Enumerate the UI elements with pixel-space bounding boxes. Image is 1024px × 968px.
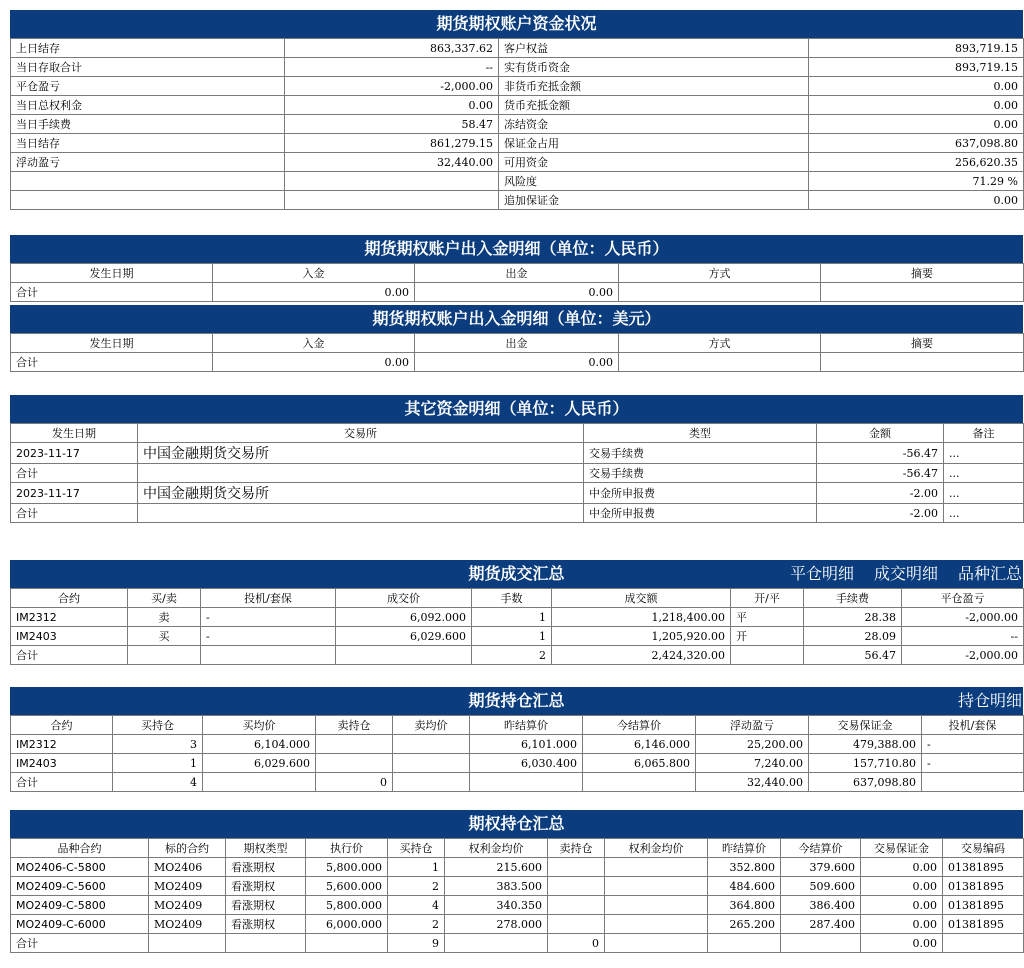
- col-header: 今结算价: [583, 716, 696, 735]
- table-cell: 上日结存: [11, 39, 285, 58]
- table-cell: 278.000: [445, 915, 548, 934]
- table-cell: 浮动盈亏: [11, 153, 285, 172]
- col-header: 平仓盈亏: [902, 589, 1024, 608]
- account-status-section: [10, 10, 1023, 210]
- table-row: [11, 58, 1024, 77]
- table-cell: 5,800.000: [306, 858, 388, 877]
- usd-flow-title: 期货期权账户出入金明细（单位：美元）: [10, 305, 1023, 333]
- table-cell: 1: [472, 627, 552, 646]
- table-cell: 2: [388, 915, 445, 934]
- table-row: [11, 134, 1024, 153]
- table-row: [11, 754, 1024, 773]
- table-cell: 157,710.80: [809, 754, 922, 773]
- table-cell: 383.500: [445, 877, 548, 896]
- table-cell: 0.00: [809, 191, 1024, 210]
- table-cell: -: [922, 735, 1024, 754]
- col-header: 交易所: [138, 424, 584, 443]
- table-cell: [548, 896, 605, 915]
- options-table: [10, 838, 1024, 953]
- table-cell: 6,029.600: [203, 754, 316, 773]
- table-cell: 0.00: [861, 915, 943, 934]
- table-cell: 861,279.15: [285, 134, 499, 153]
- total-label: 合计: [11, 283, 213, 302]
- table-cell: 1: [472, 608, 552, 627]
- table-cell: 冻结资金: [499, 115, 809, 134]
- col-header: 方式: [619, 334, 821, 353]
- col-header: 成交价: [336, 589, 472, 608]
- col-header: 出金: [415, 334, 619, 353]
- table-cell: 当日结存: [11, 134, 285, 153]
- table-cell: 2: [388, 877, 445, 896]
- table-row: [11, 608, 1024, 627]
- table-cell: IM2403: [11, 754, 113, 773]
- table-cell: 0.00: [809, 115, 1024, 134]
- table-cell: 实有货币资金: [499, 58, 809, 77]
- table-cell: [306, 934, 388, 953]
- table-cell: 3: [113, 735, 203, 754]
- table-cell: ...: [944, 483, 1024, 504]
- table-cell: 0.00: [861, 896, 943, 915]
- table-cell: 1: [113, 754, 203, 773]
- table-cell: [149, 934, 226, 953]
- table-cell: 0.00: [861, 858, 943, 877]
- withdraw-total: 0.00: [415, 283, 619, 302]
- table-cell: [285, 191, 499, 210]
- col-header: 出金: [415, 264, 619, 283]
- table-cell: [548, 915, 605, 934]
- table-row: [11, 646, 1024, 665]
- table-cell: [11, 172, 285, 191]
- table-cell: [285, 172, 499, 191]
- account-status-title: 期货期权账户资金状况: [10, 10, 1023, 38]
- table-cell: 合计: [11, 504, 138, 523]
- table-cell: [201, 646, 336, 665]
- table-cell: 01381895: [943, 896, 1024, 915]
- table-cell: [470, 773, 583, 792]
- table-cell: 交易手续费: [584, 464, 817, 483]
- col-header: 合约: [11, 589, 128, 608]
- positions-title-bar: [10, 687, 1023, 715]
- table-cell: 合计: [11, 464, 138, 483]
- table-cell: -: [922, 754, 1024, 773]
- table-cell: 0.00: [809, 77, 1024, 96]
- col-header: 期权类型: [226, 839, 306, 858]
- table-cell: -2,000.00: [902, 608, 1024, 627]
- other-funds-section: [10, 395, 1023, 523]
- trades-title-bar: [10, 560, 1023, 588]
- table-cell: 1,218,400.00: [552, 608, 731, 627]
- col-header: 权利金均价: [605, 839, 708, 858]
- table-cell: 863,337.62: [285, 39, 499, 58]
- col-header: 买持仓: [113, 716, 203, 735]
- table-cell: 卖: [128, 608, 201, 627]
- table-cell: [128, 646, 201, 665]
- table-cell: IM2312: [11, 608, 128, 627]
- table-cell: MO2406-C-5800: [11, 858, 149, 877]
- table-cell: MO2409-C-5800: [11, 896, 149, 915]
- table-cell: 58.47: [285, 115, 499, 134]
- col-header: 买持仓: [388, 839, 445, 858]
- table-cell: [316, 754, 393, 773]
- col-header: 卖均价: [393, 716, 470, 735]
- table-cell: 32,440.00: [285, 153, 499, 172]
- usd-flow-table: [10, 333, 1024, 372]
- table-cell: 可用资金: [499, 153, 809, 172]
- col-header: 今结算价: [781, 839, 861, 858]
- table-cell: 352.800: [708, 858, 781, 877]
- table-cell: 0.00: [809, 96, 1024, 115]
- table-cell: 01381895: [943, 915, 1024, 934]
- table-cell: 中金所申报费: [584, 483, 817, 504]
- table-cell: [393, 754, 470, 773]
- table-cell: MO2409: [149, 877, 226, 896]
- table-row: [11, 115, 1024, 134]
- table-row: [11, 283, 1024, 302]
- table-cell: 893,719.15: [809, 58, 1024, 77]
- table-row: [11, 464, 1024, 483]
- table-cell: 01381895: [943, 877, 1024, 896]
- cny-flow-title: 期货期权账户出入金明细（单位：人民币）: [10, 235, 1023, 263]
- table-cell: -2.00: [817, 504, 944, 523]
- col-header: 标的合约: [149, 839, 226, 858]
- table-cell: IM2403: [11, 627, 128, 646]
- table-cell: 中金所申报费: [584, 504, 817, 523]
- table-cell: 风险度: [499, 172, 809, 191]
- table-cell: 看涨期权: [226, 896, 306, 915]
- table-row: [11, 153, 1024, 172]
- options-section: [10, 810, 1023, 953]
- table-cell: [922, 773, 1024, 792]
- col-header: 卖持仓: [316, 716, 393, 735]
- table-cell: 6,029.600: [336, 627, 472, 646]
- table-cell: 客户权益: [499, 39, 809, 58]
- table-cell: 当日总权利金: [11, 96, 285, 115]
- table-cell: 287.400: [781, 915, 861, 934]
- summary-cell: [821, 283, 1024, 302]
- table-cell: [316, 735, 393, 754]
- trades-section: [10, 560, 1023, 665]
- table-row: [11, 877, 1024, 896]
- col-header: 权利金均价: [445, 839, 548, 858]
- table-cell: 28.09: [804, 627, 902, 646]
- table-cell: [731, 646, 804, 665]
- table-cell: 364.800: [708, 896, 781, 915]
- table-cell: [548, 877, 605, 896]
- table-cell: 893,719.15: [809, 39, 1024, 58]
- table-cell: 6,146.000: [583, 735, 696, 754]
- table-cell: 开: [731, 627, 804, 646]
- table-cell: [393, 773, 470, 792]
- position-detail-link[interactable]: 持仓明细: [957, 691, 1022, 710]
- col-header: 摘要: [821, 264, 1024, 283]
- table-row: [11, 39, 1024, 58]
- table-row: [11, 858, 1024, 877]
- table-cell: IM2312: [11, 735, 113, 754]
- table-cell: 7,240.00: [696, 754, 809, 773]
- table-cell: 交易手续费: [584, 443, 817, 464]
- table-row: [11, 191, 1024, 210]
- total-label: 合计: [11, 353, 213, 372]
- table-cell: 0.00: [861, 877, 943, 896]
- cny-flow-section: [10, 235, 1023, 302]
- table-cell: ...: [944, 504, 1024, 523]
- table-cell: -56.47: [817, 443, 944, 464]
- col-header: 卖持仓: [548, 839, 605, 858]
- trade-detail-link[interactable]: 成交明细: [873, 564, 938, 583]
- deposit-total: 0.00: [213, 283, 415, 302]
- table-cell: 看涨期权: [226, 877, 306, 896]
- table-row: [11, 77, 1024, 96]
- table-cell: 平仓盈亏: [11, 77, 285, 96]
- col-header: 发生日期: [11, 424, 138, 443]
- table-row: [11, 172, 1024, 191]
- table-cell: 0: [316, 773, 393, 792]
- table-cell: 平: [731, 608, 804, 627]
- table-cell: [605, 896, 708, 915]
- positions-section: [10, 687, 1023, 792]
- table-cell: [393, 735, 470, 754]
- cny-flow-table: [10, 263, 1024, 302]
- table-cell: [138, 504, 584, 523]
- table-cell: [445, 934, 548, 953]
- table-cell: [548, 858, 605, 877]
- table-cell: MO2409: [149, 896, 226, 915]
- table-cell: 637,098.80: [809, 134, 1024, 153]
- table-cell: 5,600.000: [306, 877, 388, 896]
- col-header: 摘要: [821, 334, 1024, 353]
- table-cell: --: [902, 627, 1024, 646]
- col-header: 执行价: [306, 839, 388, 858]
- table-row: [11, 915, 1024, 934]
- table-cell: [226, 934, 306, 953]
- table-row: [11, 504, 1024, 523]
- table-cell: 6,030.400: [470, 754, 583, 773]
- col-header: 品种合约: [11, 839, 149, 858]
- table-cell: 4: [113, 773, 203, 792]
- table-cell: 6,104.000: [203, 735, 316, 754]
- col-header: 方式: [619, 264, 821, 283]
- table-cell: 非货币充抵金额: [499, 77, 809, 96]
- table-cell: 6,000.000: [306, 915, 388, 934]
- table-cell: [605, 915, 708, 934]
- table-cell: [605, 934, 708, 953]
- table-cell: 当日手续费: [11, 115, 285, 134]
- table-cell: -2,000.00: [285, 77, 499, 96]
- positions-title: 期货持仓汇总: [468, 691, 565, 710]
- col-header: 开/平: [731, 589, 804, 608]
- table-cell: MO2406: [149, 858, 226, 877]
- table-cell: 479,388.00: [809, 735, 922, 754]
- table-cell: 0.00: [861, 934, 943, 953]
- table-cell: 2,424,320.00: [552, 646, 731, 665]
- table-cell: 01381895: [943, 858, 1024, 877]
- product-summary-link[interactable]: 品种汇总: [957, 564, 1022, 583]
- col-header: 类型: [584, 424, 817, 443]
- account-status-table: [10, 38, 1024, 210]
- table-cell: -: [201, 627, 336, 646]
- withdraw-total: 0.00: [415, 353, 619, 372]
- table-cell: 71.29 %: [809, 172, 1024, 191]
- table-row: [11, 735, 1024, 754]
- table-cell: 中国金融期货交易所: [138, 443, 584, 464]
- method-cell: [619, 353, 821, 372]
- table-cell: 32,440.00: [696, 773, 809, 792]
- table-cell: 28.38: [804, 608, 902, 627]
- other-funds-table: [10, 423, 1024, 523]
- positions-links: [938, 688, 1022, 714]
- table-cell: [203, 773, 316, 792]
- other-funds-title: 其它资金明细（单位：人民币）: [10, 395, 1023, 423]
- table-cell: [11, 191, 285, 210]
- table-row: [11, 353, 1024, 372]
- table-cell: 2023-11-17: [11, 443, 138, 464]
- col-header: 入金: [213, 264, 415, 283]
- table-cell: MO2409-C-6000: [11, 915, 149, 934]
- table-row: [11, 773, 1024, 792]
- table-cell: 4: [388, 896, 445, 915]
- col-header: 合约: [11, 716, 113, 735]
- table-cell: 6,101.000: [470, 735, 583, 754]
- col-header: 买/卖: [128, 589, 201, 608]
- table-cell: 合计: [11, 934, 149, 953]
- table-cell: 1: [388, 858, 445, 877]
- table-cell: 509.600: [781, 877, 861, 896]
- table-cell: [583, 773, 696, 792]
- table-cell: 货币充抵金额: [499, 96, 809, 115]
- summary-cell: [821, 353, 1024, 372]
- col-header: 发生日期: [11, 334, 213, 353]
- table-cell: 215.600: [445, 858, 548, 877]
- col-header: 投机/套保: [201, 589, 336, 608]
- table-cell: 看涨期权: [226, 858, 306, 877]
- table-cell: MO2409-C-5600: [11, 877, 149, 896]
- table-cell: MO2409: [149, 915, 226, 934]
- table-cell: [781, 934, 861, 953]
- table-cell: 2023-11-17: [11, 483, 138, 504]
- table-cell: 0.00: [285, 96, 499, 115]
- table-cell: 265.200: [708, 915, 781, 934]
- table-cell: 当日存取合计: [11, 58, 285, 77]
- table-cell: [605, 858, 708, 877]
- col-header: 备注: [944, 424, 1024, 443]
- col-header: 手续费: [804, 589, 902, 608]
- table-cell: [336, 646, 472, 665]
- col-header: 浮动盈亏: [696, 716, 809, 735]
- close-detail-link[interactable]: 平仓明细: [789, 564, 854, 583]
- table-cell: [708, 934, 781, 953]
- col-header: 交易编码: [943, 839, 1024, 858]
- table-row: [11, 934, 1024, 953]
- table-row: [11, 443, 1024, 464]
- trades-table: [10, 588, 1024, 665]
- positions-table: [10, 715, 1024, 792]
- table-cell: 0: [548, 934, 605, 953]
- table-cell: 买: [128, 627, 201, 646]
- table-cell: [605, 877, 708, 896]
- table-cell: -: [201, 608, 336, 627]
- col-header: 发生日期: [11, 264, 213, 283]
- table-cell: --: [285, 58, 499, 77]
- table-cell: [138, 464, 584, 483]
- table-row: [11, 627, 1024, 646]
- table-row: [11, 896, 1024, 915]
- table-cell: 追加保证金: [499, 191, 809, 210]
- col-header: 金额: [817, 424, 944, 443]
- col-header: 昨结算价: [708, 839, 781, 858]
- trades-links: [770, 561, 1022, 587]
- table-cell: 6,065.800: [583, 754, 696, 773]
- table-row: [11, 96, 1024, 115]
- deposit-total: 0.00: [213, 353, 415, 372]
- table-cell: ...: [944, 443, 1024, 464]
- options-title: 期权持仓汇总: [10, 810, 1023, 838]
- table-cell: 合计: [11, 773, 113, 792]
- table-cell: -56.47: [817, 464, 944, 483]
- table-cell: 6,092.000: [336, 608, 472, 627]
- table-cell: 379.600: [781, 858, 861, 877]
- trades-title: 期货成交汇总: [468, 564, 565, 583]
- table-cell: 保证金占用: [499, 134, 809, 153]
- col-header: 昨结算价: [470, 716, 583, 735]
- table-cell: 56.47: [804, 646, 902, 665]
- table-cell: [943, 934, 1024, 953]
- table-cell: 看涨期权: [226, 915, 306, 934]
- method-cell: [619, 283, 821, 302]
- table-cell: 637,098.80: [809, 773, 922, 792]
- table-cell: 2: [472, 646, 552, 665]
- col-header: 手数: [472, 589, 552, 608]
- col-header: 交易保证金: [809, 716, 922, 735]
- col-header: 买均价: [203, 716, 316, 735]
- col-header: 成交额: [552, 589, 731, 608]
- table-cell: 5,800.000: [306, 896, 388, 915]
- table-cell: 386.400: [781, 896, 861, 915]
- usd-flow-section: [10, 305, 1023, 372]
- table-cell: 340.350: [445, 896, 548, 915]
- table-cell: ...: [944, 464, 1024, 483]
- table-cell: 合计: [11, 646, 128, 665]
- table-cell: 484.600: [708, 877, 781, 896]
- table-cell: 25,200.00: [696, 735, 809, 754]
- table-row: [11, 483, 1024, 504]
- col-header: 入金: [213, 334, 415, 353]
- table-cell: 中国金融期货交易所: [138, 483, 584, 504]
- table-cell: 9: [388, 934, 445, 953]
- col-header: 交易保证金: [861, 839, 943, 858]
- table-cell: -2,000.00: [902, 646, 1024, 665]
- col-header: 投机/套保: [922, 716, 1024, 735]
- table-cell: -2.00: [817, 483, 944, 504]
- table-cell: 1,205,920.00: [552, 627, 731, 646]
- table-cell: 256,620.35: [809, 153, 1024, 172]
